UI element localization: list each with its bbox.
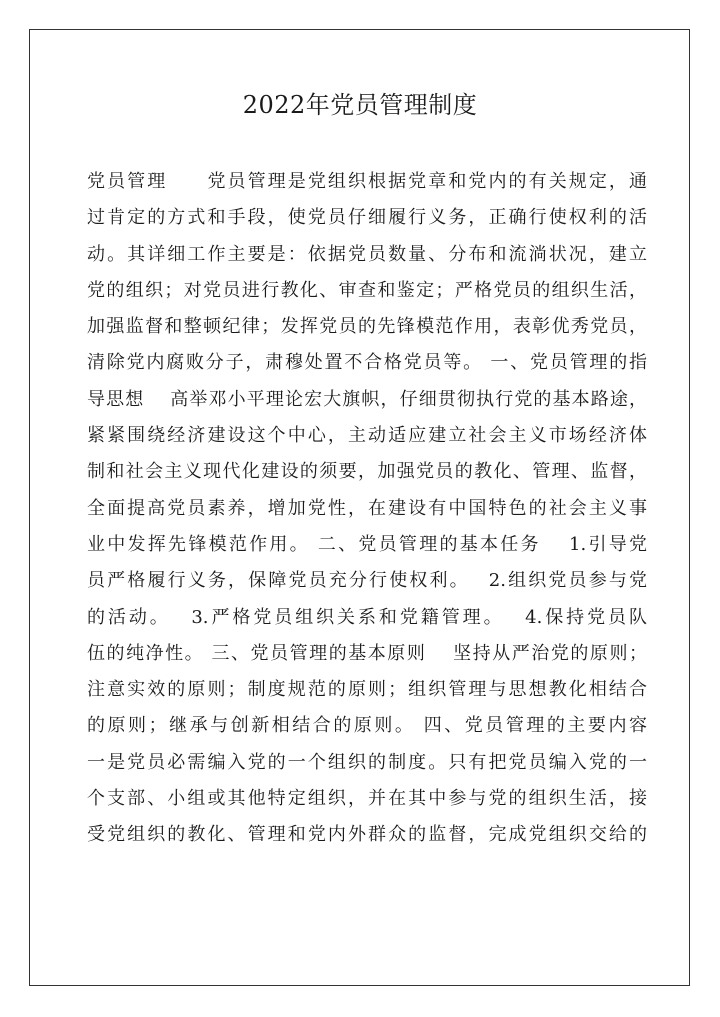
body-line: 的原则；继承与创新相结合的原则。 四、党员管理的主要内容 (87, 715, 647, 737)
body-line: 个支部、小组或其他特定组织，并在其中参与党的组织生活，接 (87, 788, 647, 810)
body-line: 业中发挥先锋模范作用。 二、党员管理的基本任务 1.引导党 (87, 533, 647, 555)
body-line: 导思想 高举邓小平理论宏大旗帜，仔细贯彻执行党的基本路途， (87, 388, 647, 410)
body-line: 注意实效的原则；制度规范的原则；组织管理与思想教化相结合 (87, 679, 647, 701)
document-body (87, 164, 647, 854)
body-line: 党员管理 党员管理是党组织根据党章和党内的有关规定，通 (87, 171, 647, 192)
body-line: 员严格履行义务，保障党员充分行使权利。 2.组织党员参与党 (87, 570, 647, 592)
body-line: 加强监督和整顿纪律；发挥党员的先锋模范作用，表彰优秀党员， (87, 316, 647, 338)
body-line: 伍的纯净性。 三、党员管理的基本原则 坚持从严治党的原则； (87, 642, 647, 664)
body-line: 清除党内腐败分子，肃穆处置不合格党员等。 一、党员管理的指 (87, 352, 647, 374)
body-line: 全面提高党员素养，增加党性，在建设有中国特色的社会主义事 (87, 497, 647, 519)
body-line: 受党组织的教化、管理和党内外群众的监督，完成党组织交给的 (87, 824, 647, 846)
body-line: 制和社会主义现代化建设的须要，加强党员的教化、管理、监督， (87, 461, 647, 483)
body-line: 党的组织；对党员进行教化、审查和鉴定；严格党员的组织生活， (87, 279, 647, 301)
body-line: 过肯定的方式和手段，使党员仔细履行义务，正确行使权利的活 (87, 207, 647, 229)
body-line: 紧紧围绕经济建设这个中心，主动适应建立社会主义市场经济体 (87, 425, 647, 447)
body-line: 一是党员必需编入党的一个组织的制度。只有把党员编入党的一 (87, 751, 647, 773)
body-line: 动。其详细工作主要是：依据党员数量、分布和流淌状况，建立 (87, 243, 647, 265)
body-line: 的活动。 3.严格党员组织关系和党籍管理。 4.保持党员队 (87, 606, 647, 628)
document-title: 2022年党员管理制度 (242, 91, 478, 119)
